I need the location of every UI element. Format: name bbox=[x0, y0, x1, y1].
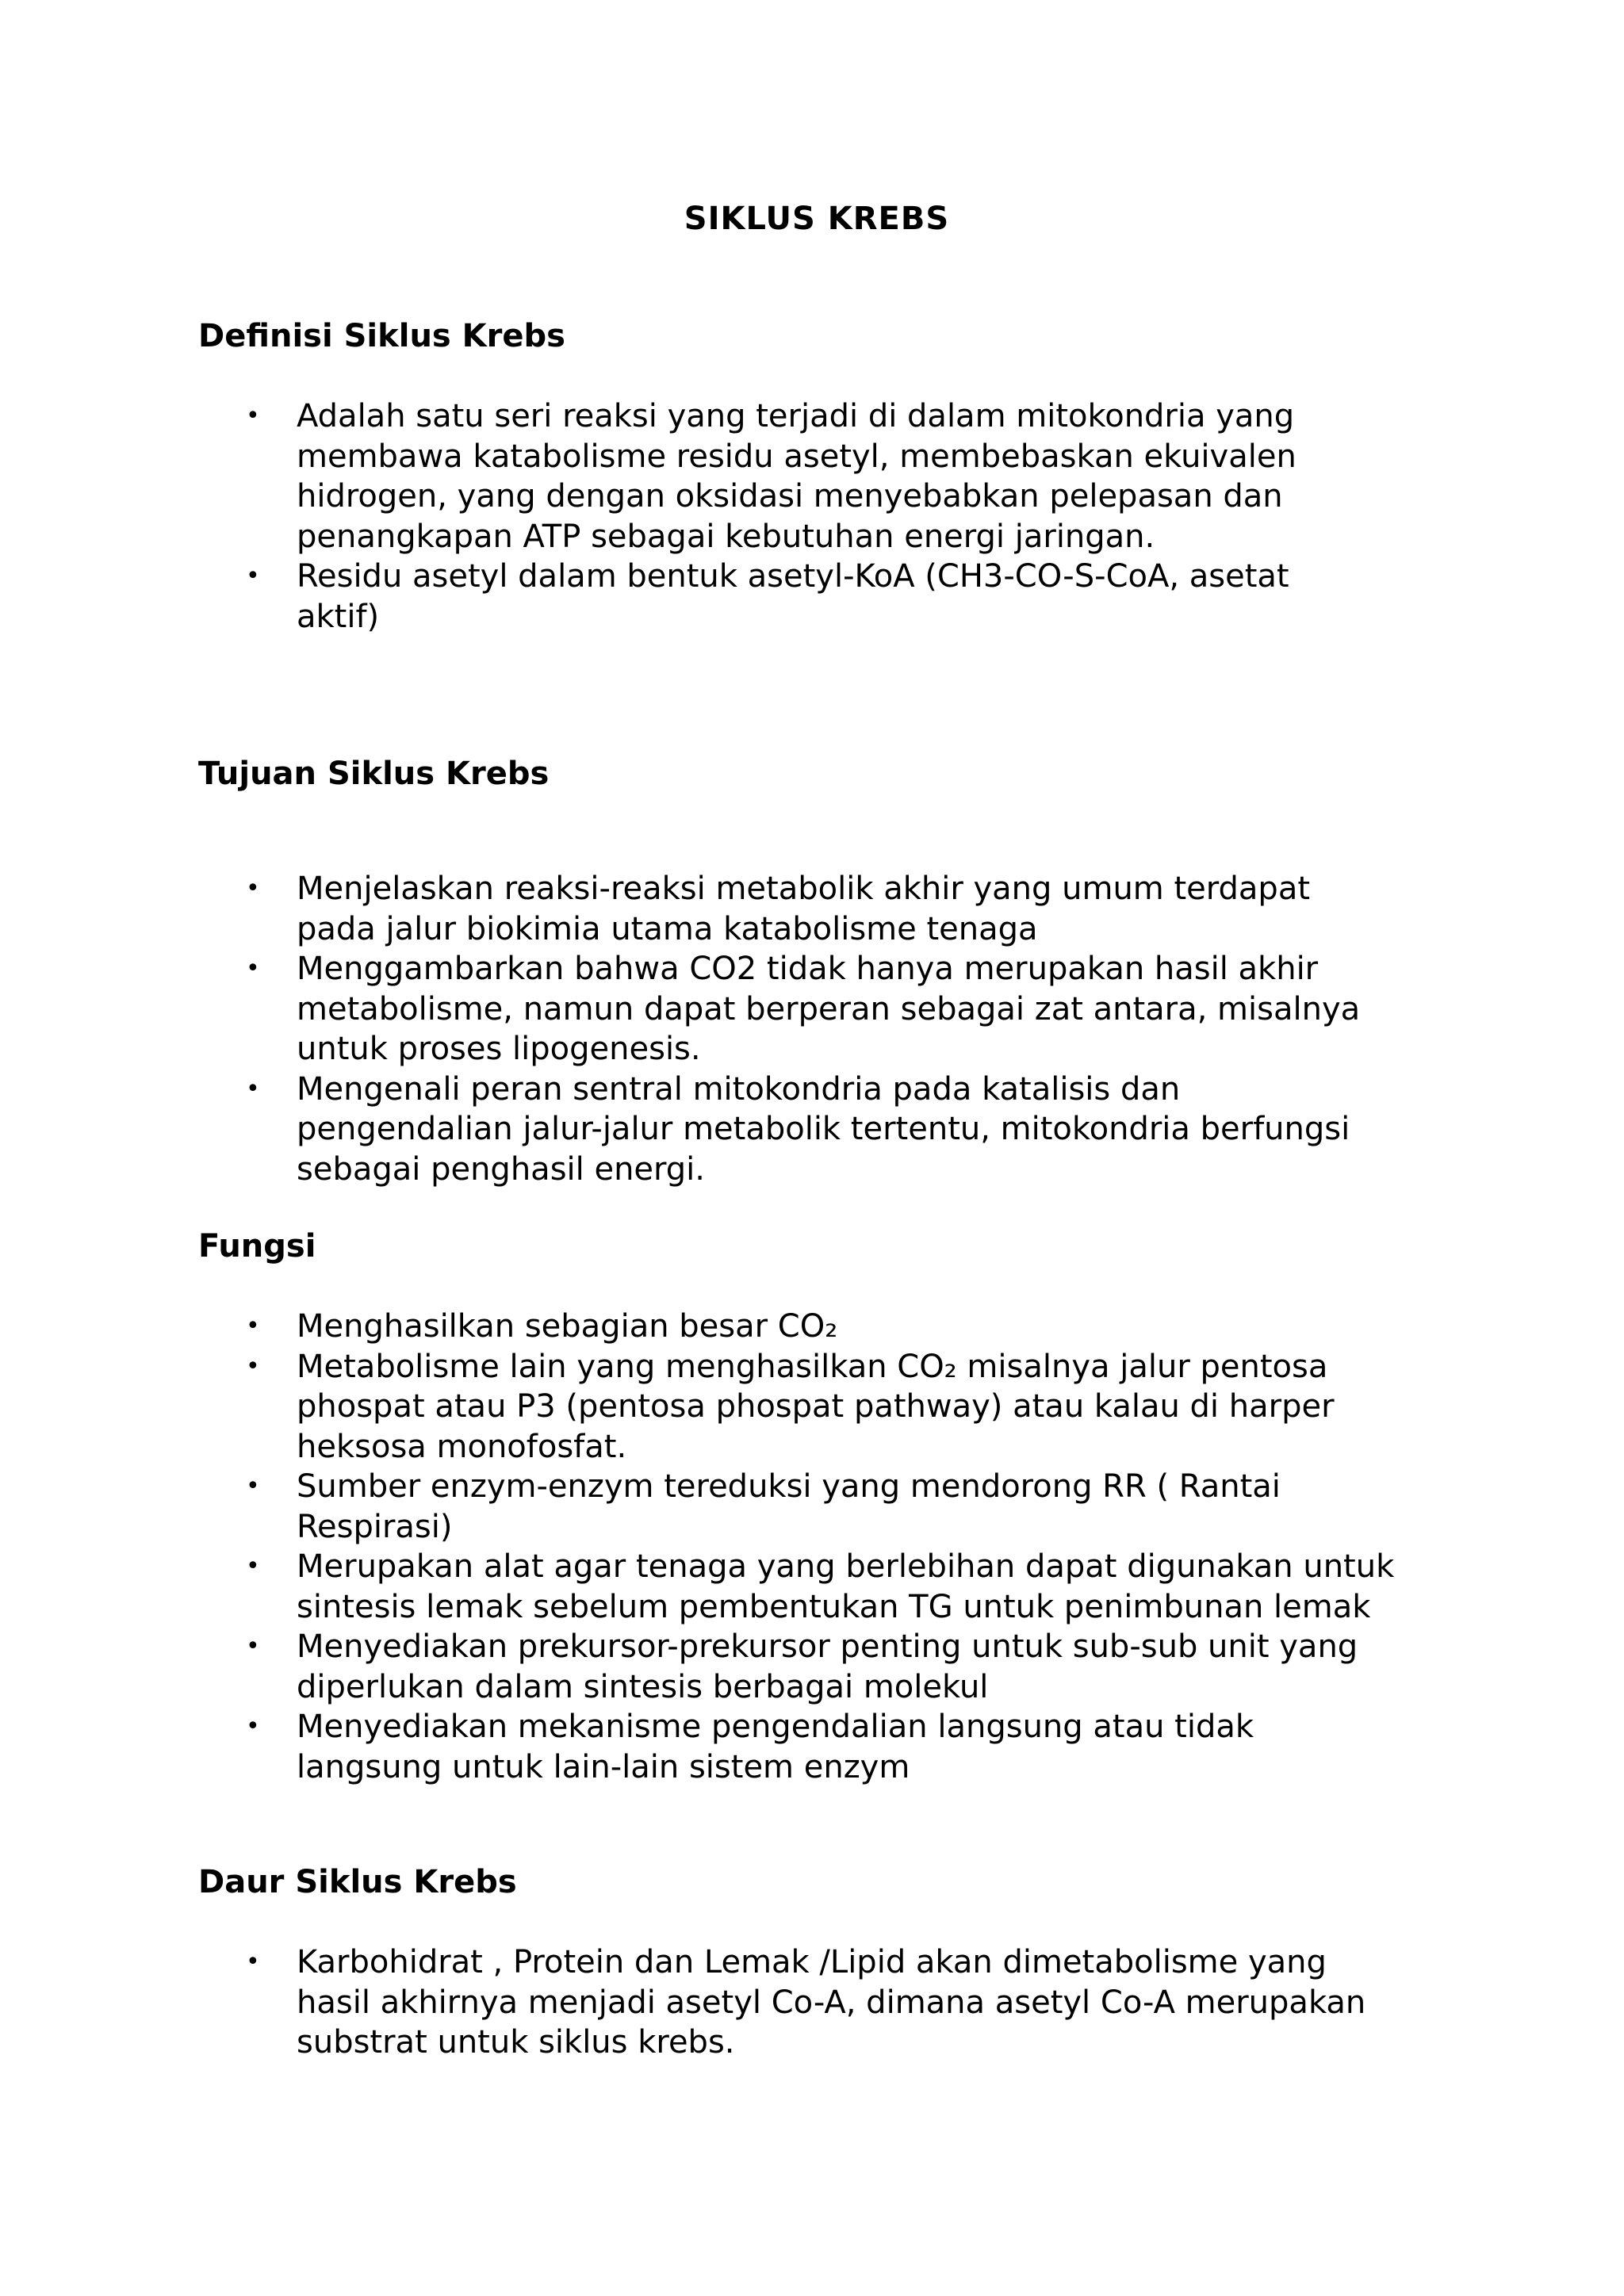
list-item-text bbox=[297, 557, 1483, 637]
daur-list bbox=[198, 1942, 1483, 2063]
fungsi-list bbox=[198, 1307, 1483, 1787]
text-line: diperlukan dalam sintesis berbagai molekul bbox=[297, 1668, 989, 1705]
bullet-icon: • bbox=[246, 1472, 260, 1500]
section-heading-fungsi: Fungsi bbox=[198, 1228, 316, 1265]
bullet-icon: • bbox=[246, 1312, 260, 1340]
definisi-list bbox=[198, 396, 1483, 637]
list-item bbox=[198, 1707, 1483, 1787]
bullet-icon: • bbox=[246, 562, 260, 590]
list-item-text bbox=[297, 1942, 1483, 2063]
bullet-icon: • bbox=[246, 1352, 260, 1380]
text-line: Menyediakan mekanisme pengendalian langsung atau tidak bbox=[297, 1709, 1254, 1745]
bullet-icon: • bbox=[246, 874, 260, 902]
list-item-text bbox=[297, 1627, 1483, 1707]
text-line: heksosa monofosfat. bbox=[297, 1428, 627, 1465]
list-item bbox=[198, 1307, 1483, 1347]
list-item bbox=[198, 396, 1483, 557]
section-heading-daur: Daur Siklus Krebs bbox=[198, 1864, 517, 1900]
list-item bbox=[198, 1347, 1483, 1468]
section-heading-definisi: Definisi Siklus Krebs bbox=[198, 318, 565, 354]
bullet-icon: • bbox=[246, 955, 260, 982]
text-line: hidrogen, yang dengan oksidasi menyebabkan pelepasan dan bbox=[297, 478, 1283, 515]
list-item-text bbox=[297, 869, 1483, 949]
text-line: metabolisme, namun dapat berperan sebagai zat antara, misalnya bbox=[297, 990, 1361, 1027]
list-item-text bbox=[297, 1307, 1483, 1347]
list-item bbox=[198, 1467, 1483, 1547]
text-line: penangkapan ATP sebagai kebutuhan energi jaringan. bbox=[297, 518, 1155, 555]
text-line: hasil akhirnya menjadi asetyl Co-A, dimana asetyl Co-A merupakan bbox=[297, 1984, 1366, 2021]
list-item-text bbox=[297, 1070, 1483, 1190]
text-line: Karbohidrat , Protein dan Lemak /Lipid akan dimetabolisme yang bbox=[297, 1944, 1327, 1980]
list-item-text bbox=[297, 1467, 1483, 1547]
text-line: phospat atau P3 (pentosa phospat pathway) atau kalau di harper bbox=[297, 1388, 1335, 1425]
bullet-icon: • bbox=[246, 1552, 260, 1580]
list-item-text bbox=[297, 396, 1483, 557]
list-item bbox=[198, 1070, 1483, 1190]
text-line: Menghasilkan sebagian besar CO₂ bbox=[297, 1308, 838, 1345]
list-item bbox=[198, 1627, 1483, 1707]
text-line: aktif) bbox=[297, 598, 380, 635]
bullet-icon: • bbox=[246, 1074, 260, 1103]
list-item bbox=[198, 557, 1483, 637]
text-line: pengendalian jalur-jalur metabolik tertentu, mitokondria berfungsi bbox=[297, 1111, 1350, 1147]
text-line: substrat untuk siklus krebs. bbox=[297, 2024, 735, 2061]
list-item-text bbox=[297, 949, 1483, 1070]
text-line: membawa katabolisme residu asetyl, membebaskan ekuivalen bbox=[297, 438, 1297, 475]
list-item-text bbox=[297, 1347, 1483, 1468]
list-item bbox=[198, 1942, 1483, 2063]
text-line: Menyediakan prekursor-prekursor penting untuk sub-sub unit yang bbox=[297, 1628, 1358, 1665]
text-line: Merupakan alat agar tenaga yang berlebihan dapat digunakan untuk bbox=[297, 1548, 1395, 1585]
section-heading-tujuan: Tujuan Siklus Krebs bbox=[198, 756, 550, 792]
text-line: langsung untuk lain-lain sistem enzym bbox=[297, 1748, 910, 1785]
text-line: sebagai penghasil energi. bbox=[297, 1150, 705, 1188]
list-item bbox=[198, 1547, 1483, 1627]
text-line: Mengenali peran sentral mitokondria pada katalisis dan bbox=[297, 1070, 1181, 1108]
text-line: Menggambarkan bahwa CO2 tidak hanya merupakan hasil akhir bbox=[297, 951, 1319, 987]
tujuan-list bbox=[198, 869, 1483, 1189]
bullet-icon: • bbox=[246, 402, 260, 430]
text-line: untuk proses lipogenesis. bbox=[297, 1031, 701, 1067]
document-title: SIKLUS KREBS bbox=[684, 201, 950, 237]
text-line: sintesis lemak sebelum pembentukan TG untuk penimbunan lemak bbox=[297, 1588, 1371, 1625]
text-line: Respirasi) bbox=[297, 1508, 453, 1545]
text-line: pada jalur biokimia utama katabolisme tenaga bbox=[297, 910, 1038, 947]
bullet-icon: • bbox=[246, 1948, 260, 1976]
bullet-icon: • bbox=[246, 1712, 260, 1740]
text-line: Menjelaskan reaksi-reaksi metabolik akhir yang umum terdapat bbox=[297, 871, 1311, 907]
list-item-text bbox=[297, 1547, 1483, 1627]
list-item bbox=[198, 949, 1483, 1070]
list-item bbox=[198, 869, 1483, 949]
text-line: Residu asetyl dalam bentuk asetyl-KoA (CH3-CO-S-CoA, asetat bbox=[297, 558, 1289, 595]
list-item-text bbox=[297, 1707, 1483, 1787]
text-line: Metabolisme lain yang menghasilkan CO₂ misalnya jalur pentosa bbox=[297, 1348, 1328, 1385]
bullet-icon: • bbox=[246, 1632, 260, 1660]
text-line: Adalah satu seri reaksi yang terjadi di dalam mitokondria yang bbox=[297, 398, 1295, 434]
text-line: Sumber enzym-enzym tereduksi yang mendorong RR ( Rantai bbox=[297, 1468, 1281, 1505]
